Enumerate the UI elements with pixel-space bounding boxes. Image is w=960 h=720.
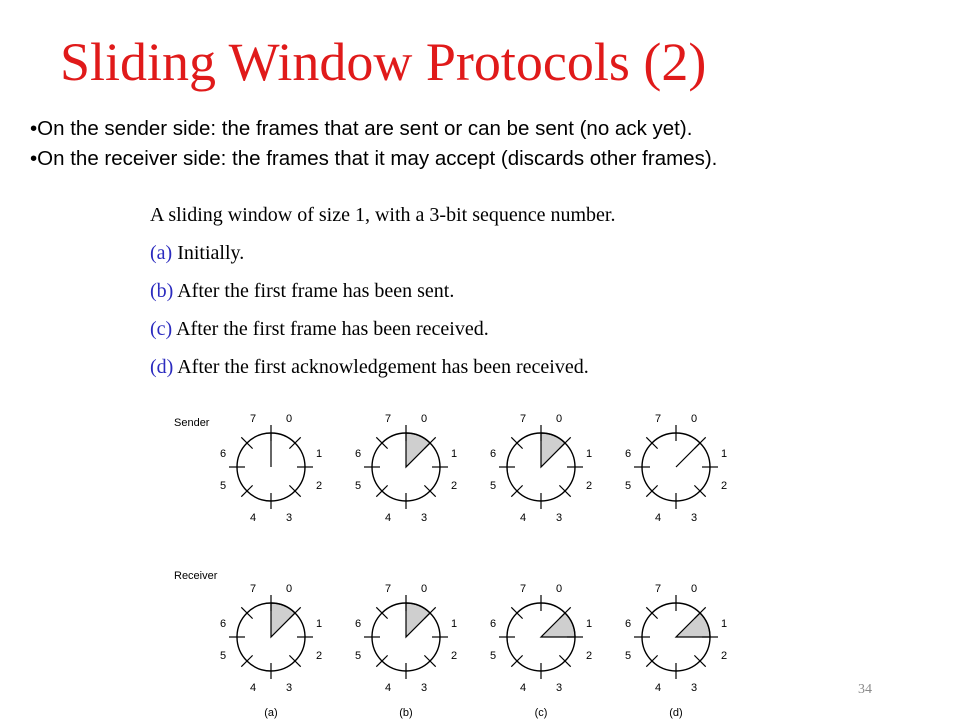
sequence-number-label: 7 [519,583,527,595]
sequence-number-label: 2 [720,650,728,662]
sequence-number-label: 6 [219,448,227,460]
sequence-number-label: 5 [219,480,227,492]
sequence-number-label: 7 [249,413,257,425]
sequence-number-label: 7 [519,413,527,425]
window-sector [271,603,295,637]
sequence-number-label: 4 [654,682,662,694]
window-marker-line [676,443,700,467]
receiver-dial-d [625,583,727,694]
sequence-number-label: 0 [555,413,563,425]
slide-title: Sliding Window Protocols (2) [60,32,707,92]
sequence-number-label: 1 [450,448,458,460]
row-label-receiver: Receiver [174,570,218,582]
sequence-number-label: 1 [585,618,593,630]
column-label-d: (d) [669,707,683,719]
sequence-number-label: 1 [315,618,323,630]
caption-tag: (d) [150,356,174,378]
sequence-number-label: 7 [384,413,392,425]
caption-text: After the first frame has been sent. [173,280,455,302]
sequence-number-label: 1 [585,448,593,460]
sequence-number-label: 6 [354,448,362,460]
receiver-dial-c [490,583,592,694]
sequence-number-label: 5 [624,650,632,662]
column-label-a: (a) [264,707,278,719]
sequence-number-label: 3 [285,682,293,694]
sequence-number-label: 5 [219,650,227,662]
sequence-number-label: 3 [690,682,698,694]
bullet-receiver: •On the receiver side: the frames that it may accept (discards other frames). [30,147,718,170]
sequence-number-label: 6 [624,448,632,460]
sequence-number-label: 1 [720,448,728,460]
sequence-number-label: 4 [519,512,527,524]
sequence-number-label: 2 [450,650,458,662]
column-label-c: (c) [534,707,548,719]
window-sector [541,433,565,467]
caption-tag: (a) [150,242,173,264]
sender-dial-d [625,413,727,524]
window-sector [541,613,575,637]
sequence-number-label: 7 [654,413,662,425]
receiver-dial-a [220,583,322,694]
sequence-number-label: 2 [720,480,728,492]
sequence-number-label: 1 [450,618,458,630]
sequence-number-label: 7 [384,583,392,595]
caption-text: After the first frame has been received. [172,318,489,340]
sequence-number-label: 0 [690,413,698,425]
sequence-number-label: 5 [354,650,362,662]
caption-tag: (b) [150,280,174,302]
sequence-number-label: 3 [555,512,563,524]
sequence-number-label: 3 [690,512,698,524]
figure-caption: A sliding window of size 1, with a 3-bit sequence number. [150,204,616,226]
sequence-number-label: 4 [384,682,392,694]
sequence-number-label: 4 [249,682,257,694]
sequence-number-label: 3 [285,512,293,524]
sequence-number-label: 0 [285,413,293,425]
window-sector [406,433,430,467]
sequence-number-label: 5 [489,650,497,662]
sequence-number-label: 4 [249,512,257,524]
sequence-number-label: 0 [555,583,563,595]
sender-dial-c [490,413,592,524]
sequence-number-label: 1 [315,448,323,460]
receiver-dial-b [355,583,457,694]
page-number: 34 [858,682,872,697]
sequence-number-label: 5 [489,480,497,492]
sequence-number-label: 7 [654,583,662,595]
window-sector [676,613,710,637]
sequence-number-label: 3 [555,682,563,694]
bullet-sender: •On the sender side: the frames that are sent or can be sent (no ack yet). [30,117,693,140]
sequence-number-label: 3 [420,512,428,524]
sequence-number-label: 0 [690,583,698,595]
sequence-number-label: 0 [420,583,428,595]
sequence-number-label: 4 [384,512,392,524]
sequence-number-label: 6 [219,618,227,630]
sequence-number-label: 6 [624,618,632,630]
sequence-number-label: 4 [654,512,662,524]
sequence-number-label: 2 [585,650,593,662]
sequence-number-label: 5 [624,480,632,492]
sequence-number-label: 6 [489,448,497,460]
sequence-number-label: 7 [249,583,257,595]
sequence-number-label: 5 [354,480,362,492]
column-label-b: (b) [399,707,413,719]
sequence-number-label: 1 [720,618,728,630]
window-sector [406,603,430,637]
sender-dial-b [355,413,457,524]
caption-text: After the first acknowledgement has been received. [173,356,589,378]
sender-dial-a [220,413,322,524]
sequence-number-label: 2 [315,480,323,492]
sequence-number-label: 6 [489,618,497,630]
sequence-number-label: 3 [420,682,428,694]
sequence-number-label: 6 [354,618,362,630]
sequence-number-label: 0 [285,583,293,595]
sequence-number-label: 4 [519,682,527,694]
sequence-number-label: 2 [585,480,593,492]
sequence-number-label: 2 [315,650,323,662]
sequence-number-label: 0 [420,413,428,425]
sequence-number-label: 2 [450,480,458,492]
caption-tag: (c) [150,318,173,340]
caption-text: Initially. [172,242,245,264]
row-label-sender: Sender [174,417,210,429]
